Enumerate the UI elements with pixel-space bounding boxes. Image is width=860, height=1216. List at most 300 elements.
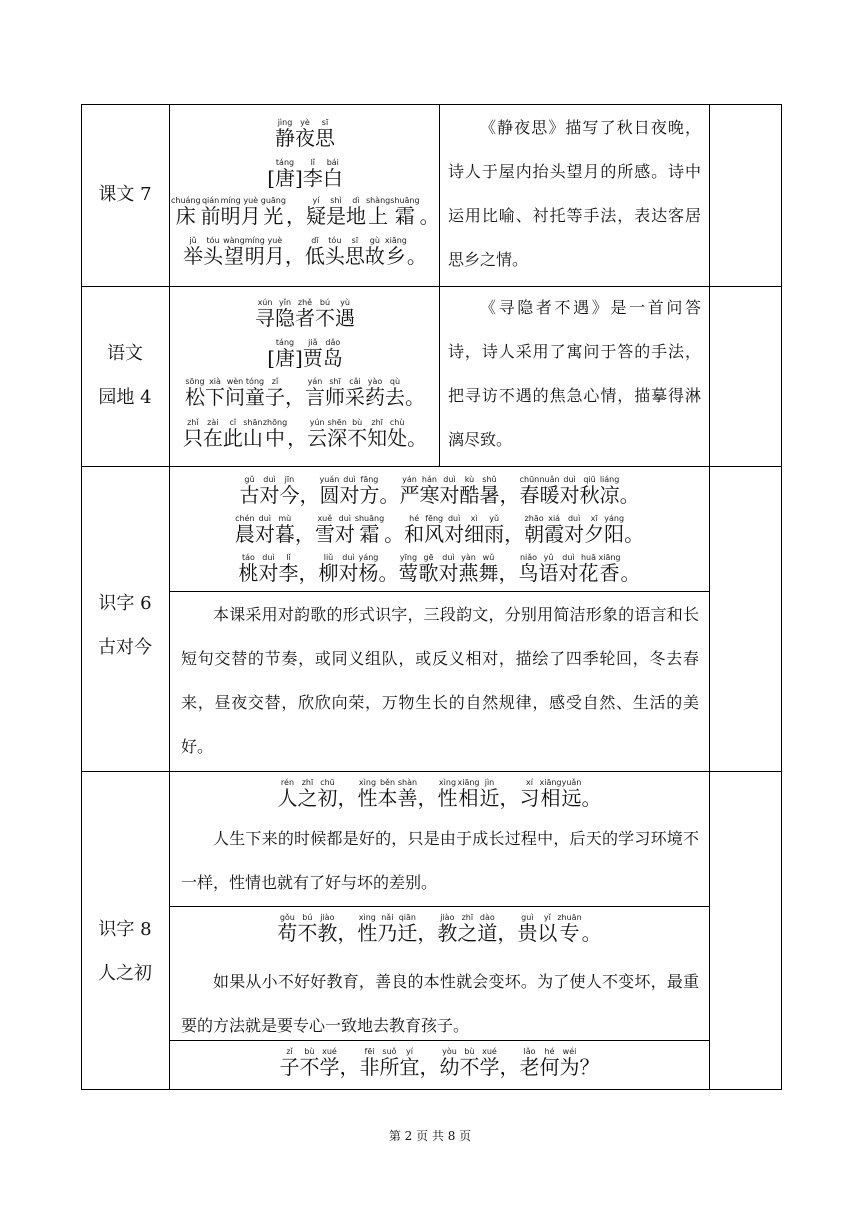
pinyin: shàn [397,778,418,787]
pinyin [420,196,440,205]
pinyin: kù [459,475,480,484]
hanzi-char: ？ [580,1055,600,1079]
pinyin: nuǎn [539,475,560,484]
pinyin: xí [519,778,540,787]
verse-explanation: 人生下来的时候都是好的，只是由于成长过程中，后天的学习环境不一样，性情也就有了好与坏的差别。 [181,829,699,892]
hanzi-char: 不bù [299,1047,320,1079]
pinyin: cǐ [222,418,243,427]
hanzi-char: 去qù [385,377,405,409]
pinyin: qiū [579,475,600,484]
pinyin [582,913,602,922]
hanzi-char: 松sōng [185,377,205,409]
pinyin: lǐ [302,158,323,167]
hanzi-char: 中zhōng [262,418,288,450]
hanzi-char: 今jīn [279,475,300,507]
hanzi-char: 舞wǔ [478,553,499,585]
pinyin: hé [404,514,425,523]
pinyin [295,338,303,347]
hanzi-char: 明míng [220,196,241,228]
hanzi-char: ] [295,346,303,370]
hanzi-char: 性xìng [357,913,378,945]
hanzi-char: 道dào [477,913,498,945]
hanzi-char: 言yán [305,377,325,409]
hanzi-char: 举jǔ [183,236,204,268]
pinyin: yào [365,377,385,386]
pinyin: dǎo [322,338,343,347]
hanzi-char: 月yuè [264,236,285,268]
hanzi-char: 花huā [578,553,599,585]
hanzi-char: 不bù [459,1047,480,1079]
hanzi-char: 杨yáng [358,553,379,585]
pinyin: lǎo [519,1047,540,1056]
hanzi-char: 宜yí [399,1047,420,1079]
pinyin: niǎo [518,553,539,562]
hanzi-char: ， [500,1055,520,1079]
pinyin [286,196,306,205]
hanzi-char: 唐táng [275,338,295,370]
hanzi-char: ， [285,385,305,409]
hanzi-char: 遇yù [335,298,355,330]
hanzi-char: 专zhuān [557,913,582,945]
column-divider [439,104,440,466]
pinyin: duì [438,553,459,562]
hanzi-char: 云yún [307,418,328,450]
pinyin: shǔ [479,475,500,484]
verse-line [170,475,709,507]
hanzi-char: ， [417,786,437,810]
hanzi-char: 为wéi [559,1047,580,1079]
hanzi-char: 故gù [364,236,385,268]
hanzi-char: 雪xuě [314,514,335,546]
row-label-line: 古对今 [98,637,152,658]
pinyin: xiāng [598,553,621,562]
poem-description: 《寻隐者不遇》是一首问答诗，诗人采用了寓问于答的手法，把寻访不遇的焦急心情，描摹得淋漓尽致。 [448,298,701,449]
pinyin: dì [345,196,366,205]
hanzi-char: 。 [624,522,644,546]
pinyin: yuán [319,475,340,484]
pinyin: yǐn [275,298,295,307]
hanzi-char: 风fēng [424,514,445,546]
pinyin [417,913,437,922]
hanzi-char: 子zǐ [265,377,285,409]
hanzi-char: 和hé [404,514,425,546]
hanzi-char: 对duì [334,514,355,546]
pinyin: guì [517,913,538,922]
hanzi-char: 之zhī [457,913,478,945]
pinyin: yún [307,418,328,427]
poem-line [171,418,439,450]
pinyin [620,475,640,484]
hanzi-char: 不bú [297,913,318,945]
pinyin: duì [338,553,359,562]
hanzi-char: ， [337,786,357,810]
pinyin: míng [220,196,241,205]
pinyin [285,377,305,386]
hanzi-char: 圆yuán [319,475,340,507]
poem-author [171,158,439,190]
hanzi-char: ， [337,921,357,945]
hanzi-char: ， [498,561,518,585]
hanzi-char: ， [287,426,307,450]
hanzi-char: ， [340,1055,360,1079]
hanzi-char: 只zhǐ [182,418,203,450]
hanzi-char: 乡xiāng [384,236,407,268]
hanzi-char: 光guāng [260,196,286,228]
hanzi-char: 唐táng [275,158,295,190]
pinyin [497,913,517,922]
pinyin: duì [564,514,585,523]
hanzi-char: 相xiāng [539,778,562,810]
pinyin: bái [322,158,343,167]
page-footer: 第 2 页 共 8 页 [388,1129,472,1143]
pinyin: gù [364,236,385,245]
hanzi-char: 本běn [377,778,398,810]
pinyin: xiāng [384,236,407,245]
pinyin: dào [477,913,498,922]
hanzi-char: 。 [378,561,398,585]
hanzi-char: 对duì [339,475,360,507]
pinyin: shān [242,418,263,427]
hanzi-char: 。 [620,561,640,585]
pinyin: yòu [439,1047,460,1056]
pinyin: duì [339,475,360,484]
hanzi-char: 性xìng [437,778,458,810]
hanzi-char: 。 [407,244,427,268]
pinyin: dī [304,236,325,245]
hanzi-char: 语yǔ [538,553,559,585]
hanzi-char: 近jìn [479,778,500,810]
pinyin [504,514,524,523]
verse-line [170,553,709,585]
hanzi-char: 所suǒ [379,1047,400,1079]
pinyin: qù [385,377,405,386]
row-label [81,173,169,217]
hanzi-char: 前qián [200,196,221,228]
hanzi-char: 贾jiǎ [302,338,323,370]
hanzi-char: 雨yǔ [484,514,505,546]
row-label-line: 课文 7 [98,184,152,205]
hanzi-char: 霜shuāng [354,514,385,546]
hanzi-char: 燕yàn [458,553,479,585]
pinyin [298,553,318,562]
hanzi-char: 夜yè [295,118,315,150]
row-label [81,908,169,996]
pinyin: tóu [203,236,224,245]
pinyin [581,778,601,787]
hanzi-char: 地dì [345,196,366,228]
pinyin: liáng [599,475,620,484]
hanzi-char: 对duì [258,553,279,585]
hanzi-char: 暖nuǎn [539,475,560,507]
poem-description: 《静夜思》描写了秋日夜晚，诗人于屋内抬头望月的所感。诗中运用比喻、衬托等手法，表达客居思乡之情。 [448,118,701,269]
pinyin: chuáng [171,196,201,205]
row-label-line: 人之初 [98,963,152,984]
poem-title [171,118,439,150]
pinyin [337,778,357,787]
poem-line [171,196,439,228]
hanzi-char: 暑shǔ [479,475,500,507]
hanzi-char: 凉liáng [599,475,620,507]
pinyin: xiāng [457,778,480,787]
pinyin [379,475,399,484]
pinyin [624,514,644,523]
hanzi-char: 上shàng [365,196,391,228]
pinyin: hán [419,475,440,484]
hanzi-char: 问wèn [225,377,245,409]
pinyin: wéi [559,1047,580,1056]
pinyin [285,236,305,245]
poem-author [171,338,439,370]
pinyin [267,158,275,167]
pinyin: mù [274,514,295,523]
hanzi-char: 床chuáng [171,196,201,228]
hanzi-char: 暮mù [274,514,295,546]
lesson-description: 本课采用对韵歌的形式识字，三段韵文，分别用简洁形象的语言和长短句交替的节奏，或同义组队，或反义相对，描绘了四季轮回，冬去春来，昼夜交替，欣欣向荣，万物生长的自然规律，感受自然、生活的美好。 [181,605,699,756]
pinyin: cǎi [345,377,365,386]
hanzi-char: 。 [407,426,427,450]
pinyin [407,236,427,245]
pinyin: yù [335,298,355,307]
row-label [81,582,169,670]
pinyin: huā [578,553,599,562]
pinyin [499,475,519,484]
pinyin: xún [255,298,275,307]
hanzi-char: 。 [620,483,640,507]
pinyin: táng [275,158,295,167]
hanzi-char: 阳yáng [604,514,625,546]
hanzi-char: 隐yǐn [275,298,295,330]
hanzi-char: 望wàng [223,236,245,268]
pinyin: jìn [479,778,500,787]
pinyin: duì [334,514,355,523]
pinyin: yí [305,196,326,205]
pinyin: sī [344,236,365,245]
hanzi-char: 对duì [564,514,585,546]
pinyin: yīng [398,553,419,562]
hanzi-char: ， [417,921,437,945]
pinyin: yán [305,377,325,386]
hanzi-char: 静jìng [275,118,295,150]
pinyin: zhǐ [182,418,203,427]
cell-divider [169,591,709,592]
pinyin: xuě [314,514,335,523]
hanzi-char: 寒hán [419,475,440,507]
hanzi-char: 。 [581,786,601,810]
hanzi-char: [ [267,166,275,190]
hanzi-char: 贵guì [517,913,538,945]
hanzi-char: 采cǎi [345,377,365,409]
pinyin [267,338,275,347]
pinyin [405,377,425,386]
pinyin: zhī [457,913,478,922]
hanzi-char: 歌gē [418,553,439,585]
row-divider [81,466,782,467]
pinyin: jīn [279,475,300,484]
pinyin: xìng [437,778,458,787]
pinyin: yáng [358,553,379,562]
hanzi-char: 莺yīng [398,553,419,585]
pinyin [499,778,519,787]
pinyin: yí [399,1047,420,1056]
pinyin: shī [325,377,345,386]
pinyin: wèn [225,377,245,386]
hanzi-char: 知zhī [367,418,388,450]
hanzi-char: 对duì [254,514,275,546]
pinyin [620,553,640,562]
hanzi-char: 月yuè [240,196,261,228]
cell-divider [169,906,709,907]
pinyin: bù [299,1047,320,1056]
hanzi-char: 对duì [439,475,460,507]
pinyin: xiāng [539,778,562,787]
hanzi-char: 远yuǎn [561,778,582,810]
pinyin: gǒu [277,913,298,922]
hanzi-char: 疑yí [305,196,326,228]
pinyin: jiào [317,913,338,922]
hanzi-char: 头tóu [324,236,345,268]
hanzi-char: 。 [379,483,399,507]
hanzi-char: ， [298,561,318,585]
hanzi-char: 李lǐ [302,158,323,190]
hanzi-char: ， [499,786,519,810]
poem-line [171,236,439,268]
hanzi-char: 思sī [344,236,365,268]
hanzi-char: 童tóng [245,377,265,409]
pinyin: wǔ [478,553,499,562]
pinyin: bú [315,298,335,307]
hanzi-char: ， [295,522,315,546]
hanzi-char: 不bù [347,418,368,450]
pinyin: nǎi [377,913,398,922]
pinyin: duì [559,475,580,484]
hanzi-char: 苟gǒu [277,913,298,945]
verse-line [170,514,709,546]
pinyin: duì [439,475,460,484]
pinyin: rén [277,778,298,787]
pinyin: tóng [245,377,265,386]
pinyin: zǐ [265,377,285,386]
pinyin: xià [205,377,225,386]
hanzi-char: 处chù [387,418,408,450]
pinyin: xī [584,514,605,523]
pinyin [337,913,357,922]
hanzi-char: 香xiāng [598,553,621,585]
pinyin: táo [238,553,259,562]
hanzi-char: 是shì [325,196,346,228]
hanzi-char: 柳liǔ [318,553,339,585]
pinyin: zhuān [557,913,582,922]
pinyin [299,475,319,484]
pinyin: bù [459,1047,480,1056]
hanzi-char: 以yǐ [537,913,558,945]
hanzi-char: 低dī [304,236,325,268]
pinyin: lǐ [278,553,299,562]
hanzi-char: 人rén [277,778,298,810]
pinyin: guāng [260,196,286,205]
column-divider [709,104,710,1090]
hanzi-char: ， [299,483,319,507]
row-label-line: 园地 4 [98,387,152,408]
hanzi-char: 晨chén [234,514,255,546]
pinyin [420,1047,440,1056]
hanzi-char: 桃táo [238,553,259,585]
hanzi-char: 何hé [539,1047,560,1079]
pinyin: zhī [297,778,318,787]
hanzi-char: 善shàn [397,778,418,810]
pinyin: yáng [604,514,625,523]
hanzi-char: 鸟niǎo [518,553,539,585]
hanzi-char: 者zhě [295,298,315,330]
poem-line [171,377,439,409]
verse-line [170,778,709,810]
hanzi-char: 秋qiū [579,475,600,507]
pinyin: fēi [359,1047,380,1056]
hanzi-char: 学xué [479,1047,500,1079]
hanzi-char: 对duì [558,553,579,585]
pinyin: shēn [327,418,348,427]
hanzi-char: 对duì [444,514,465,546]
row-label-line: 识字 6 [98,593,152,614]
pinyin: jiào [437,913,458,922]
pinyin: yuè [240,196,261,205]
row-label-line: 语文 [107,343,143,364]
pinyin: tóu [324,236,345,245]
hanzi-char: 习xí [519,778,540,810]
hanzi-char: ， [286,204,306,228]
pinyin: yè [295,118,315,127]
hanzi-char: 下xià [205,377,225,409]
pinyin: jǔ [183,236,204,245]
pinyin: liǔ [318,553,339,562]
pinyin [384,514,404,523]
verse-explanation: 如果从小不好好教育，善良的本性就会变坏。为了使人不变坏，最重要的方法就是要专心一致地去教育孩子。 [181,972,699,1035]
pinyin: gǔ [239,475,260,484]
hanzi-char: 相xiāng [457,778,480,810]
hanzi-char: ， [420,1055,440,1079]
hanzi-char: 不bú [315,298,335,330]
pinyin [498,553,518,562]
pinyin [287,418,307,427]
pinyin: gē [418,553,439,562]
hanzi-char: 对duì [438,553,459,585]
hanzi-char: 酷kù [459,475,480,507]
hanzi-char: ] [295,166,303,190]
hanzi-char: 寻xún [255,298,275,330]
pinyin: yàn [458,553,479,562]
verse-line [170,913,709,945]
hanzi-char: 方fāng [359,475,380,507]
pinyin: fāng [359,475,380,484]
pinyin: yán [399,475,420,484]
verse-line [170,1047,709,1079]
hanzi-char: 李lǐ [278,553,299,585]
pinyin: shuāng [390,196,420,205]
hanzi-char: 。 [420,204,440,228]
hanzi-char: 初chū [317,778,338,810]
pinyin: shuāng [354,514,385,523]
pinyin: chūn [519,475,540,484]
pinyin: sōng [185,377,205,386]
hanzi-char: ， [504,522,524,546]
pinyin: xì [464,514,485,523]
hanzi-char: 对duì [259,475,280,507]
pinyin [295,514,315,523]
pinyin: qián [200,196,221,205]
hanzi-char: ， [285,244,305,268]
pinyin: wàng [223,236,245,245]
pinyin: xìng [357,778,378,787]
pinyin: yǔ [538,553,559,562]
